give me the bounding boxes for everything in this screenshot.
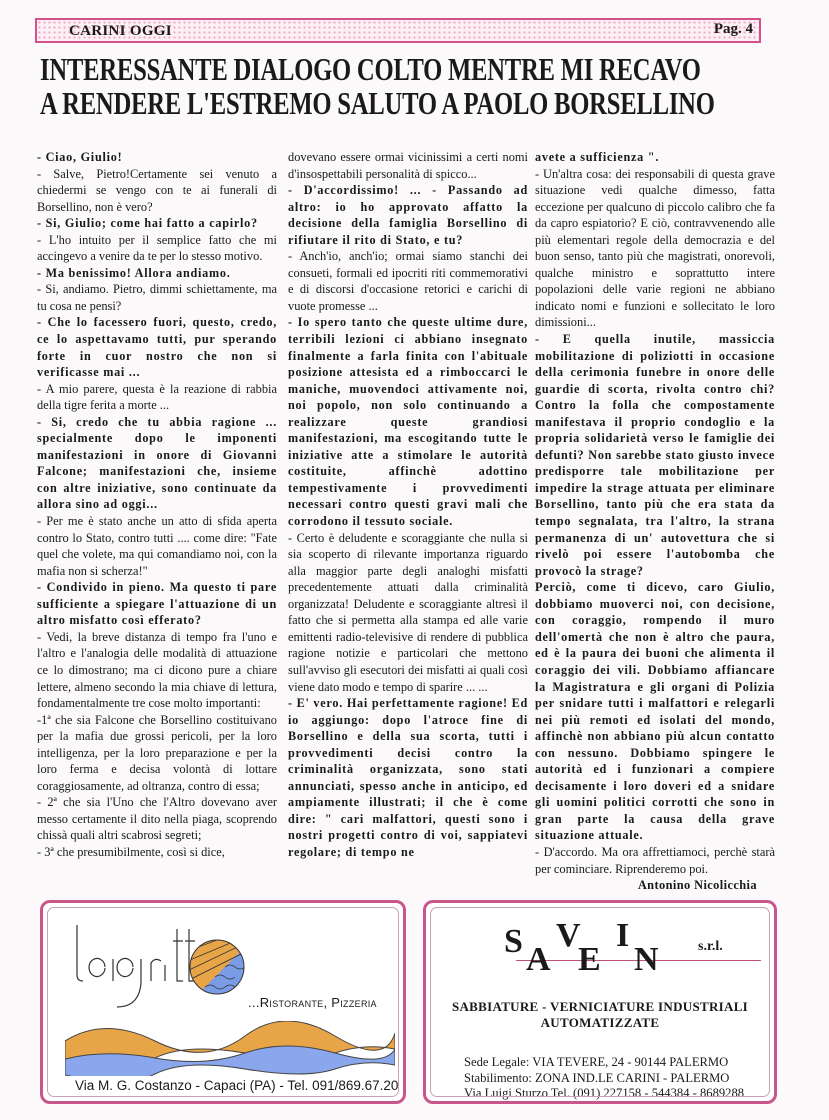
advertisement-savein	[423, 900, 777, 1104]
services-line: SABBIATURE - VERNICIATURE INDUSTRIALI	[451, 999, 749, 1014]
article-paragraph: - Si, Giulio; come hai fatto a capirlo?	[37, 216, 258, 231]
advertisement-restaurant	[40, 900, 406, 1104]
article-paragraph: - Anch'io, anch'io; ormai siamo stanchi dei consueti, formali ed ipocriti riti commemorativi e di discorsi d'occasione retorici e carichi di vuote promesse ...	[288, 249, 528, 313]
article-column-3	[535, 149, 775, 894]
article-paragraph: Perciò, come ti dicevo, caro Giulio, dobbiamo muoverci noi, con decisione, con coraggio, rompendo il muro dell'omertà che non è altro che paura, ed è la paura dei buoni che alimenta il coraggio dei vili. Dobbiamo affiancare la Magistratura e gli organi di Polizia per snidare tutti i malfattori e relegarli nei più remoti ed isolati del mondo, affinchè non abbiano più alcun contatto con nessuno. Dobbiamo spingere le autorità ed i funzionari a compiere decisamente i loro doveri ed a snidare gli uomini politici corrotti che sono in gran parte la causa della grave situazione attuale.	[535, 580, 775, 843]
article-paragraph: -1ª che sia Falcone che Borsellino costituivano per la mafia due grossi pericoli, per la loro intelligenza, per la loro preparazione e per la loro ferma e decisa volontà di lottare coraggiosamente, ad oltranza, contro di essa;	[37, 712, 277, 793]
article-paragraph: - Salve, Pietro!Certamente sei venuto a chiedermi se vengo con te ai funerali di Borsellino, non è vero?	[37, 166, 277, 214]
article-paragraph: - Certo è deludente e scoraggiante che nulla si sia scoperto di rilevante importanza riguardo alla maggior parte degli analoghi misfatti precedentemente attuati dalla criminalità organizzata! Deludente e scoraggiante altresì il fatto che si permetta alla stampa ed alle varie emittenti radio-televisive di rendere di pubblica ragione notizie e particolari che mettono sull'avviso gli esecutori dei misfatti ai quali così viene dato modo e tempo di sparire ... ...	[288, 530, 528, 694]
article-paragraph: - Per me è stato anche un atto di sfida aperta contro lo Stato, contro tutti .... come dire: "Fate quel che volete, ma qui comandiamo noi, con la mafia non si scherza!"	[37, 514, 277, 578]
article-paragraph: - Vedi, la breve distanza di tempo fra l'uno e l'altro e l'analogia delle modalità di attuazione ce lo dimostrano; ma ci dicono pure a chiare lettere, almeno secondo la mia chiave di lettura, fondamentalmente tre cose molto importanti:	[37, 629, 277, 711]
address-line: Sede Legale: VIA TEVERE, 24 - 90144 PALERMO	[464, 1055, 729, 1069]
company-services	[426, 999, 774, 1031]
newspaper-header-bar	[35, 18, 761, 43]
article-paragraph: - Si, andiamo. Pietro, dimmi schiettamente, ma tu cosa ne pensi?	[37, 282, 277, 313]
logo-letter: A	[526, 941, 551, 978]
logo-letter: E	[578, 941, 601, 978]
address-line: Via Luigi Sturzo Tel. (091) 227158 - 544384 - 8689288	[464, 1086, 745, 1100]
article-paragraph: - D'accordo. Ma ora affrettiamoci, perchè starà per cominciare. Riprenderemo poi.	[535, 844, 775, 876]
logo-letter: S	[504, 923, 523, 960]
article-paragraph: avete a sufficienza ".	[535, 150, 660, 164]
restaurant-subtitle: ...Ristorante, Pizzeria	[248, 995, 377, 1010]
article-paragraph: - D'accordissimo! ... - Passando ad altro: io ho approvato affatto la decisione della famiglia Borsellino di rifiutare il rito di Stato, e tu?	[288, 183, 528, 247]
services-line: AUTOMATIZZATE	[540, 1015, 660, 1030]
author-signature: Antonino Nicolicchia	[637, 878, 757, 893]
article-paragraph: - Io spero tanto che queste ultime dure, terribili lezioni ci abbiano insegnato finalmente a farla finita con l'abituale posizione attesista ed a rimboccarci le maniche, muovendoci attivamente noi, noi popolo, non solo continuando a realizzare queste grandiosi manifestazioni, ma escogitando tutte le iniziative atte a stimolare le autorità costituite, affinchè adottino tempestivamente i provvedimenti necessari contro questi gravi mali che corrodono il tessuto sociale.	[288, 315, 528, 529]
article-column-2	[288, 149, 528, 861]
company-suffix: s.r.l.	[698, 939, 723, 954]
logo-letter: I	[616, 917, 630, 954]
article-paragraph: - Che lo facessero fuori, questo, credo, ce lo aspettavamo tutti, pur sperando forte in cuor nostro che non si verificasse mai ...	[37, 315, 277, 380]
page-number: Pag. 4	[713, 21, 753, 37]
article-paragraph: - Ma benissimo! Allora andiamo.	[37, 265, 231, 280]
article-paragraph: - Condivido in pieno. Ma questo ti pare sufficiente a spiegare l'attuazione di un altro misfatto così efferato?	[37, 580, 277, 628]
article-paragraph: - A mio parere, questa è la reazione di rabbia della tigre ferita a morte ...	[37, 381, 277, 413]
wave-decoration	[65, 1021, 395, 1076]
article-paragraph: - 3ª che presumibilmente, così si dice,	[37, 844, 225, 859]
address-line: Stabilimento: ZONA IND.LE CARINI - PALERMO	[464, 1070, 730, 1085]
logo-letter: N	[634, 941, 659, 978]
article-paragraph: - E' vero. Hai perfettamente ragione! Ed io aggiungo: dopo l'atroce fine di Borsellino e della sua scorta, tutti i provvedimenti decisi contro la criminalità organizzata, sono stati annunciati, spesso anche in anticipo, ed ampiamente illustrati; il che è come dire: " cari malfattori, questi sono i nostri progetti contro di voi, sappiatevi regolare; di tempo ne	[288, 696, 528, 859]
restaurant-address: Via M. G. Costanzo - Capaci (PA) - Tel. 091/869.67.20	[75, 1078, 399, 1093]
headline-line-1: INTERESSANTE DIALOGO COLTO MENTRE MI RECAVO	[40, 51, 701, 87]
article-paragraph: - L'ho intuito per il semplice fatto che mi accingevo a venire da te per lo stesso motivo.	[37, 232, 277, 264]
headline-line-2: A RENDERE L'ESTREMO SALUTO A PAOLO BORSELLINO	[40, 85, 715, 121]
restaurant-logo	[65, 917, 265, 1017]
article-paragraph: - Ciao, Giulio!	[37, 150, 123, 164]
article-headline	[40, 52, 760, 120]
article-paragraph: - Un'altra cosa: dei responsabili di questa grave situazione vedi qualche dimesso, fatta eccezione per qualcuno di piccolo calibro che fa da capro espiatorio? E ciò, contravvenendo alle più elementari regole della democrazia e del buon senso, tanto più che magistrati, onorevoli, qualche ministro e soprattutto intere popolazioni delle varie regioni ne abbiano indicato nomi e funzioni e sollecitato le loro dimissioni...	[535, 166, 775, 330]
article-paragraph: - E quella inutile, massiccia mobilitazione di poliziotti in occasione della cerimonia funebre in onore delle guardie di scorta, rivolta contro chi? Contro la folla che compostamente manifestava il proprio condoglio e la propria solidarietà verso le famiglie dei defunti? Non sarebbe stato giusto invece predisporre tale mobilitazione per impedire la strage attuata per eliminare Borsellino, tanto più che era stata da tempo segnalata, tra l'altro, la strana permanenza di un' autovettura che si rivelò poi essere l'autobomba che provocò la strage?	[535, 332, 775, 578]
company-address	[464, 1055, 744, 1102]
newspaper-name: CARINI OGGI	[69, 23, 172, 39]
article-paragraph: - 2ª che sia l'Uno che l'Altro dovevano aver messo certamente il dito nella piaga, scoprendo chissà quali altri scabrosi segreti;	[37, 795, 277, 843]
logo-letter: V	[556, 917, 581, 954]
article-column-1	[37, 149, 277, 861]
sun-sea-emblem-icon	[185, 937, 255, 1007]
article-paragraph: - Si, credo che tu abbia ragione ... specialmente dopo le imponenti manifestazioni in onore di Giovanni Falcone; manifestazioni che, insieme con altre iniziative, sono continuate da allora sino ad oggi...	[37, 414, 277, 512]
article-paragraph: dovevano essere ormai vicinissimi a certi nomi d'insospettabili personalità di spicco...	[288, 150, 528, 181]
